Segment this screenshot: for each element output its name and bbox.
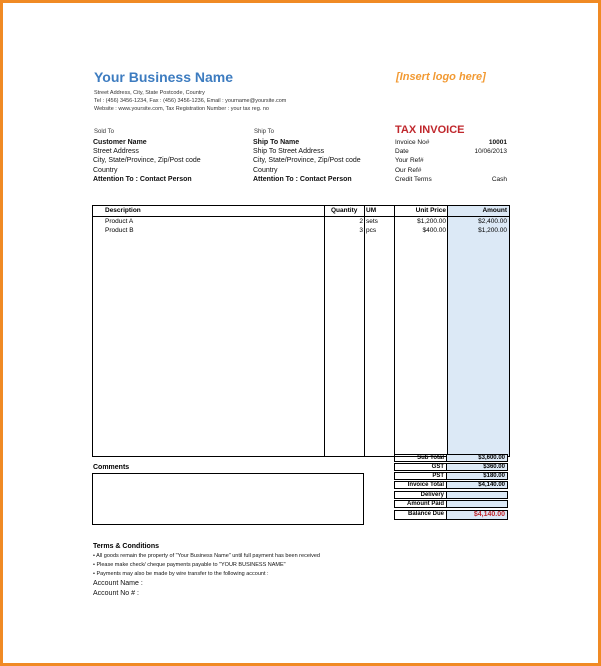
header-amount: Amount xyxy=(482,207,507,214)
your-ref-label: Your Ref# xyxy=(395,157,424,164)
row-2-description: Product B xyxy=(105,227,134,234)
row-1-amount: $2,400.00 xyxy=(478,218,507,225)
gst-label: GST xyxy=(394,463,446,471)
invoice-total-value: $4,140.00 xyxy=(446,481,508,489)
ship-to-street: Ship To Street Address xyxy=(253,148,325,155)
amount-paid-row xyxy=(394,500,508,508)
col-divider-unit-price xyxy=(394,206,395,456)
terms-line-1: • All goods remain the property of "Your Business Name" until full payment has been received xyxy=(93,553,320,559)
pst-label: PST xyxy=(394,472,446,480)
row-2-quantity: 3 xyxy=(359,227,363,234)
row-1-quantity: 2 xyxy=(359,218,363,225)
credit-terms-value: Cash xyxy=(491,176,507,183)
sold-to-street: Street Address xyxy=(93,148,139,155)
terms-line-3: • Payments may also be made by wire transfer to the following account : xyxy=(93,571,269,577)
sold-to-name: Customer Name xyxy=(93,139,147,146)
delivery-value xyxy=(446,491,508,499)
delivery-label: Delivery xyxy=(394,491,446,499)
comments-label: Comments xyxy=(93,464,130,471)
business-website: Website : www.yoursite.com, Tax Registration Number : your tax reg. no xyxy=(94,106,269,112)
ship-to-country: Country xyxy=(253,167,278,174)
account-number-label: Account No # : xyxy=(93,590,139,597)
subtotal-row xyxy=(394,454,508,462)
amount-paid-label: Amount Paid xyxy=(394,500,446,508)
subtotal-value: $3,600.00 xyxy=(446,454,508,462)
comments-box[interactable] xyxy=(92,473,364,525)
invoice-date-value: 10/06/2013 xyxy=(474,148,507,155)
invoice-total-label: Invoice Total xyxy=(394,481,446,489)
ship-to-attention: Attention To : Contact Person xyxy=(253,176,352,183)
row-2-um: pcs xyxy=(366,227,377,234)
our-ref-label: Our Ref# xyxy=(395,167,422,174)
header-quantity: Quantity xyxy=(331,207,358,214)
balance-due-row xyxy=(394,510,508,520)
tax-invoice-title: TAX INVOICE xyxy=(395,124,465,136)
amount-paid-value xyxy=(446,500,508,508)
invoice-date-label: Date xyxy=(395,148,409,155)
balance-due-label: Balance Due xyxy=(394,510,446,520)
col-divider-amount xyxy=(447,206,448,456)
header-um: UM xyxy=(366,207,377,214)
row-2-amount: $1,200.00 xyxy=(478,227,507,234)
invoice-total-row xyxy=(394,481,508,489)
sold-to-country: Country xyxy=(93,167,118,174)
row-1-description: Product A xyxy=(105,218,134,225)
terms-title: Terms & Conditions xyxy=(93,543,159,550)
business-contact: Tel : (456) 3456-1234, Fax : (456) 3456-1236, Email : yourname@yoursite.com xyxy=(94,98,287,104)
sold-to-attention: Attention To : Contact Person xyxy=(93,176,192,183)
subtotal-label: Sub Total xyxy=(394,454,446,462)
col-divider-quantity xyxy=(324,206,325,456)
row-2-unit-price: $400.00 xyxy=(422,227,446,234)
ship-to-name: Ship To Name xyxy=(253,139,300,146)
pst-row xyxy=(394,472,508,480)
delivery-row xyxy=(394,491,508,499)
header-description: Description xyxy=(105,207,141,214)
row-1-unit-price: $1,200.00 xyxy=(417,218,446,225)
row-1-um: sets xyxy=(366,218,378,225)
business-name: Your Business Name xyxy=(94,69,234,85)
terms-line-2: • Please make check/ cheque payments payable to "YOUR BUSINESS NAME" xyxy=(93,562,286,568)
invoice-number-label: Invoice No# xyxy=(395,139,430,146)
business-address: Street Address, City, State Postcode, Country xyxy=(94,90,205,96)
ship-to-city: City, State/Province, Zip/Post code xyxy=(253,157,361,164)
credit-terms-label: Credit Terms xyxy=(395,176,432,183)
logo-placeholder: [Insert logo here] xyxy=(396,71,486,83)
gst-value: $360.00 xyxy=(446,463,508,471)
sold-to-label: Sold To xyxy=(94,129,114,135)
gst-row xyxy=(394,463,508,471)
amount-column-shade xyxy=(447,206,509,456)
pst-value: $180.00 xyxy=(446,472,508,480)
items-table xyxy=(92,205,510,457)
ship-to-label: Ship To xyxy=(254,129,274,135)
header-unit-price: Unit Price xyxy=(415,207,446,214)
invoice-number-value: 10001 xyxy=(488,139,507,146)
account-name-label: Account Name : xyxy=(93,580,143,587)
balance-due-value: $4,140.00 xyxy=(446,510,508,520)
invoice-page xyxy=(3,3,598,663)
col-divider-um xyxy=(364,206,365,456)
sold-to-city: City, State/Province, Zip/Post code xyxy=(93,157,201,164)
